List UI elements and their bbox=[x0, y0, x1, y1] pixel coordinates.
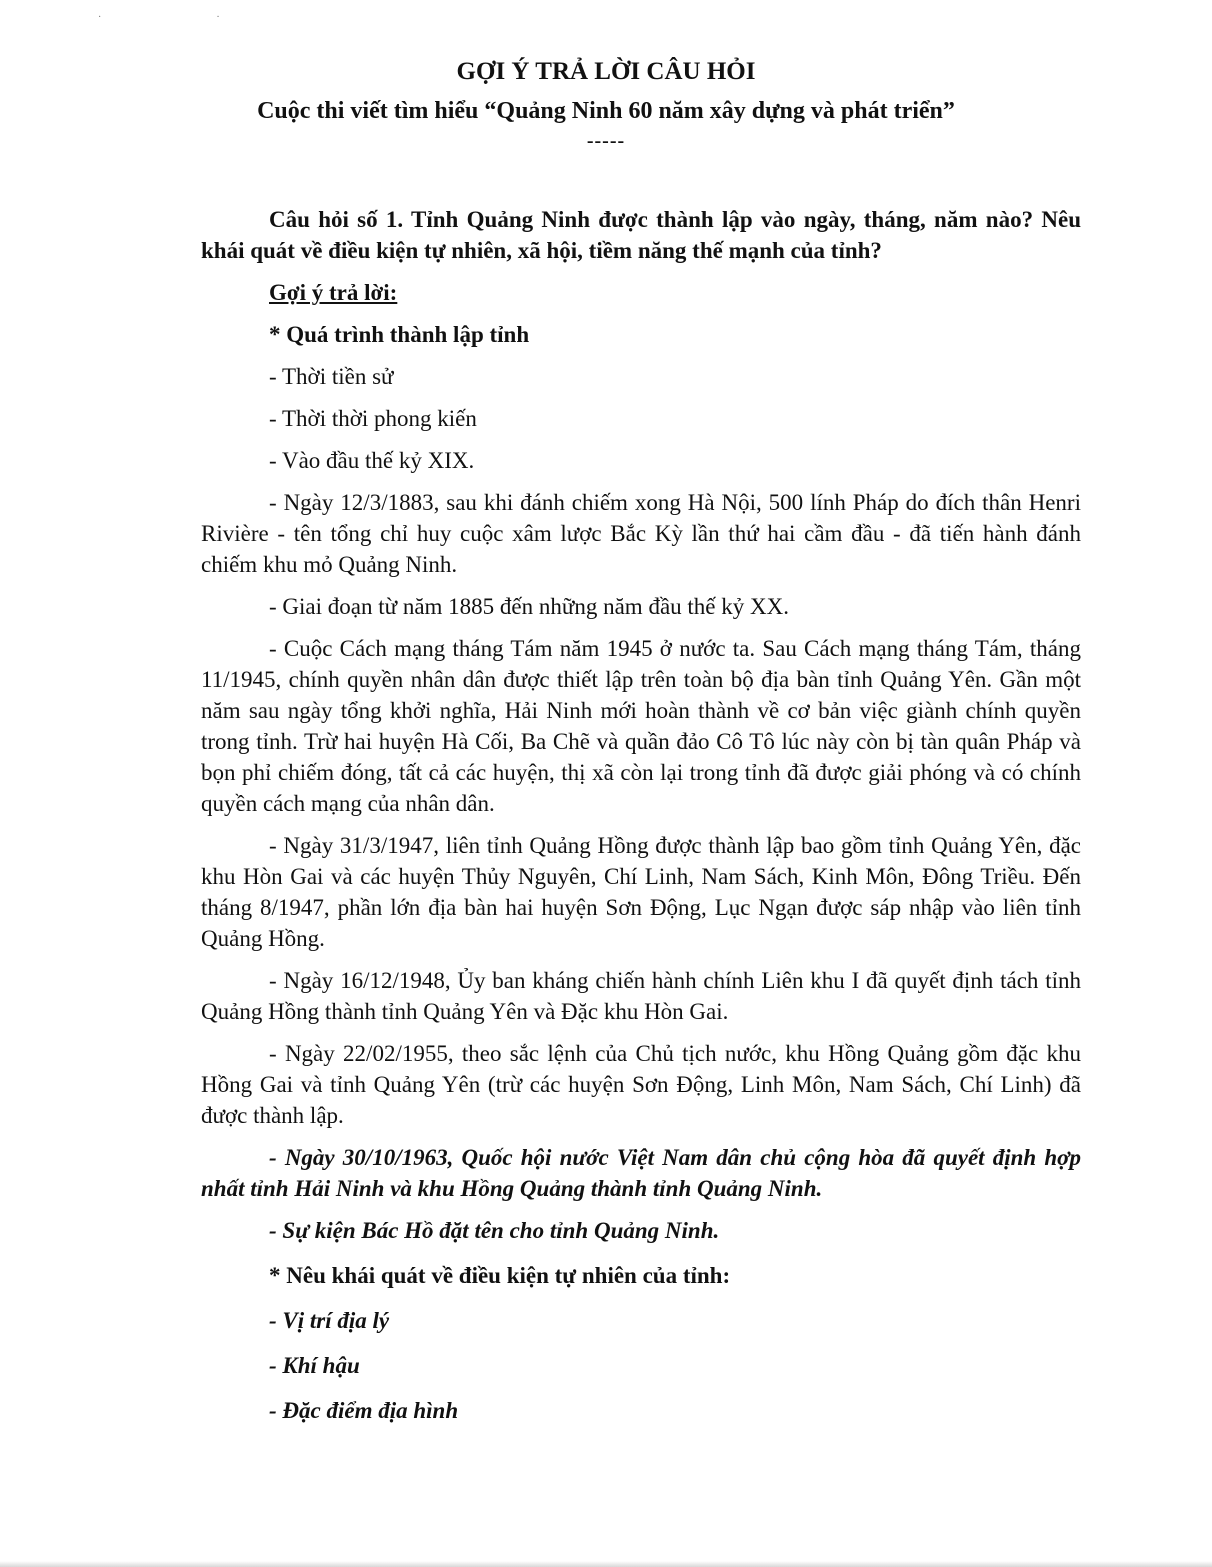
list-item-highlight: - Ngày 30/10/1963, Quốc hội nước Việt Nam dân chủ cộng hòa đã quyết định hợp nhất tỉnh Hải Ninh và khu Hồng Quảng thành tỉnh Quảng Ninh. bbox=[201, 1145, 1081, 1201]
natural-item: - Vị trí địa lý bbox=[269, 1308, 390, 1333]
scan-specks: · · bbox=[98, 12, 220, 23]
answer-heading: Gợi ý trả lời: bbox=[269, 280, 398, 305]
list-item: - Thời tiền sử bbox=[269, 364, 394, 389]
list-item: - Vào đầu thế kỷ XIX. bbox=[269, 448, 475, 473]
section-heading-establishment: * Quá trình thành lập tỉnh bbox=[269, 322, 530, 347]
document-body bbox=[201, 204, 1081, 1426]
document-subtitle: Cuộc thi viết tìm hiểu “Quảng Ninh 60 năm xây dựng và phát triển” bbox=[257, 98, 955, 124]
list-item: - Ngày 31/3/1947, liên tỉnh Quảng Hồng được thành lập bao gồm tỉnh Quảng Yên, đặc khu Hòn Gai và các huyện Thủy Nguyên, Chí Linh, Nam Sách, Kinh Môn, Đông Triều. Đến tháng 8/1947, phần lớn địa bàn hai huyện Sơn Động, Lục Ngạn được sáp nhập vào liên tỉnh Quảng Hồng. bbox=[201, 833, 1081, 951]
question-text: Câu hỏi số 1. Tỉnh Quảng Ninh được thành lập vào ngày, tháng, năm nào? Nêu khái quát về điều kiện tự nhiên, xã hội, tiềm năng thế mạnh của tỉnh? bbox=[201, 207, 1081, 263]
title-divider: ----- bbox=[586, 130, 626, 152]
scan-bottom-edge bbox=[0, 1561, 1212, 1567]
list-item: - Ngày 12/3/1883, sau khi đánh chiếm xong Hà Nội, 500 lính Pháp do đích thân Henri Rivière - tên tổng chỉ huy cuộc xâm lược Bắc Kỳ lần thứ hai cầm đầu - đã tiến hành đánh chiếm khu mỏ Quảng Ninh. bbox=[201, 490, 1081, 577]
list-item: - Thời thời phong kiến bbox=[269, 406, 477, 431]
list-item: - Cuộc Cách mạng tháng Tám năm 1945 ở nước ta. Sau Cách mạng tháng Tám, tháng 11/1945, chính quyền nhân dân được thiết lập trên toàn bộ địa bàn tỉnh Quảng Yên. Gần một năm sau ngày tổng khởi nghĩa, Hải Ninh mới hoàn thành về cơ bản việc giành chính quyền trong tỉnh. Trừ hai huyện Hà Cối, Ba Chẽ và quần đảo Cô Tô lúc này còn bị tàn quân Pháp và bọn phỉ chiếm đóng, tất cả các huyện, thị xã còn lại trong tỉnh đã được giải phóng và có chính quyền cách mạng của nhân dân. bbox=[201, 636, 1081, 816]
document-title: GỢI Ý TRẢ LỜI CÂU HỎI bbox=[456, 58, 756, 85]
list-item: - Giai đoạn từ năm 1885 đến những năm đầu thế kỷ XX. bbox=[269, 594, 789, 619]
list-item-highlight: - Sự kiện Bác Hồ đặt tên cho tỉnh Quảng Ninh. bbox=[269, 1218, 720, 1243]
natural-item: - Khí hậu bbox=[269, 1353, 360, 1378]
list-item: - Ngày 22/02/1955, theo sắc lệnh của Chủ tịch nước, khu Hồng Quảng gồm đặc khu Hồng Gai và tỉnh Quảng Yên (trừ các huyện Sơn Động, Linh Môn, Nam Sách, Chí Linh) đã được thành lập. bbox=[201, 1041, 1081, 1128]
list-item: - Ngày 16/12/1948, Ủy ban kháng chiến hành chính Liên khu I đã quyết định tách tỉnh Quảng Hồng thành tỉnh Quảng Yên và Đặc khu Hòn Gai. bbox=[201, 968, 1081, 1024]
section-heading-natural: * Nêu khái quát về điều kiện tự nhiên của tỉnh: bbox=[269, 1263, 731, 1288]
natural-item: - Đặc điểm địa hình bbox=[269, 1398, 459, 1423]
